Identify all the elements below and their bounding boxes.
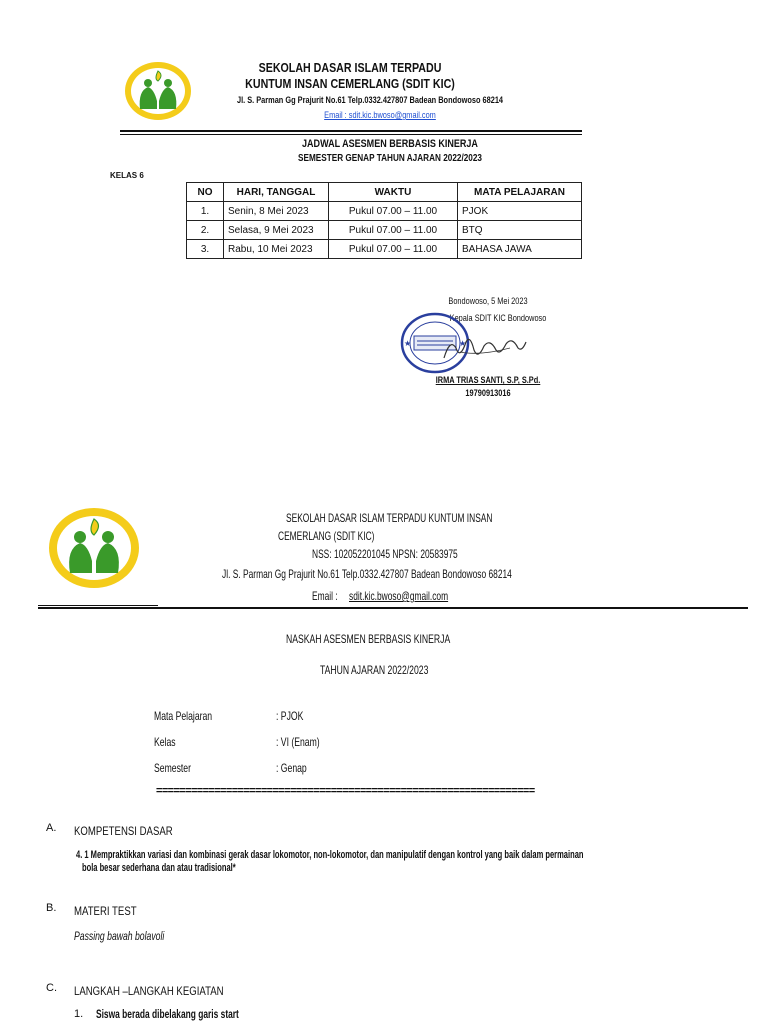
cell-subject: BTQ [458, 221, 582, 240]
table-row [187, 221, 582, 240]
separator-line: ================================================================= [156, 785, 535, 797]
table-row [187, 240, 582, 259]
info-value-subject: : PJOK [276, 709, 304, 723]
section-b-title: MATERI TEST [74, 904, 137, 918]
school-name-line1: SEKOLAH DASAR ISLAM TERPADU [258, 60, 442, 75]
header-rule-p2-thin [38, 605, 158, 606]
col-time: WAKTU [329, 183, 458, 202]
cell-subject: BAHASA JAWA [458, 240, 582, 259]
cell-subject: PJOK [458, 202, 582, 221]
school-address: Jl. S. Parman Gg Prajurit No.61 Telp.0332.427807 Badean Bondowoso 68214 [236, 95, 504, 105]
cell-date: Senin, 8 Mei 2023 [224, 202, 329, 221]
header-rule-thin [120, 134, 582, 135]
table-header-row [187, 183, 582, 202]
cell-time: Pukul 07.00 – 11.00 [329, 240, 458, 259]
cell-date: Rabu, 10 Mei 2023 [224, 240, 329, 259]
info-label-class: Kelas [154, 735, 176, 749]
info-label-semester: Semester [154, 761, 191, 775]
school-logo-2 [48, 507, 140, 589]
cell-time: Pukul 07.00 – 11.00 [329, 221, 458, 240]
sign-nip: 19790913016 [465, 388, 511, 398]
table-row [187, 202, 582, 221]
doc-title-p2: NASKAH ASESMEN BERBASIS KINERJA [286, 632, 451, 646]
section-a-title: KOMPETENSI DASAR [74, 824, 173, 838]
sign-role: Kepala SDIT KIC Bondowoso [449, 313, 547, 323]
class-label: KELAS 6 [110, 171, 144, 180]
cell-no: 3. [187, 240, 224, 259]
section-c-title: LANGKAH –LANGKAH KEGIATAN [74, 984, 224, 998]
header-rule-p2 [38, 607, 748, 609]
info-value-class: : VI (Enam) [276, 735, 320, 749]
section-b-letter: B. [46, 902, 57, 914]
school-email-p2: Email : sdit.kic.bwoso@gmail.com [312, 589, 449, 603]
schedule-table [186, 182, 582, 259]
school-nss: NSS: 102052201045 NPSN: 20583975 [312, 547, 458, 561]
section-c-item: Siswa berada dibelakang garis start [96, 1007, 239, 1021]
section-a-text-2: bola besar sederhana dan atau tradisional* [82, 862, 236, 874]
sign-name: IRMA TRIAS SANTI, S.P, S.Pd. [435, 375, 541, 385]
header-rule-thick [120, 130, 582, 132]
signature [440, 330, 530, 371]
col-date: HARI, TANGGAL [224, 183, 329, 202]
school-name-line1-p2: SEKOLAH DASAR ISLAM TERPADU KUNTUM INSAN [286, 511, 493, 525]
sign-place-date: Bondowoso, 5 Mei 2023 [448, 296, 528, 306]
section-c-letter: C. [46, 982, 57, 994]
svg-text:★: ★ [404, 339, 412, 348]
svg-text:★: ★ [459, 339, 467, 348]
doc-title: JADWAL ASESMEN BERBASIS KINERJA [302, 138, 478, 150]
col-subject: MATA PELAJARAN [458, 183, 582, 202]
col-no: NO [187, 183, 224, 202]
school-address-p2: Jl. S. Parman Gg Prajurit No.61 Telp.0332.427807 Badean Bondowoso 68214 [222, 567, 512, 581]
info-value-semester: : Genap [276, 761, 307, 775]
doc-subtitle-p2: TAHUN AJARAN 2022/2023 [320, 663, 429, 677]
school-name-line2: KUNTUM INSAN CEMERLANG (SDIT KIC) [245, 76, 455, 91]
section-a-text-1: 4. 1 Mempraktikkan variasi dan kombinasi gerak dasar lokomotor, non-lokomotor, dan manipulatif dengan kontrol yang baik dalam permainan [76, 849, 584, 861]
school-name-line2-p2: CEMERLANG (SDIT KIC) [278, 529, 375, 543]
school-email[interactable]: Email : sdit.kic.bwoso@gmail.com [324, 110, 436, 120]
cell-no: 2. [187, 221, 224, 240]
cell-date: Selasa, 9 Mei 2023 [224, 221, 329, 240]
school-logo [124, 61, 192, 121]
section-c-item-no: 1. [74, 1008, 84, 1020]
section-a-letter: A. [46, 822, 57, 834]
info-label-subject: Mata Pelajaran [154, 709, 213, 723]
cell-no: 1. [187, 202, 224, 221]
cell-time: Pukul 07.00 – 11.00 [329, 202, 458, 221]
section-b-text: Passing bawah bolavoli [74, 929, 165, 943]
email-link[interactable]: sdit.kic.bwoso@gmail.com [349, 589, 449, 603]
doc-subtitle: SEMESTER GENAP TAHUN AJARAN 2022/2023 [298, 153, 482, 164]
